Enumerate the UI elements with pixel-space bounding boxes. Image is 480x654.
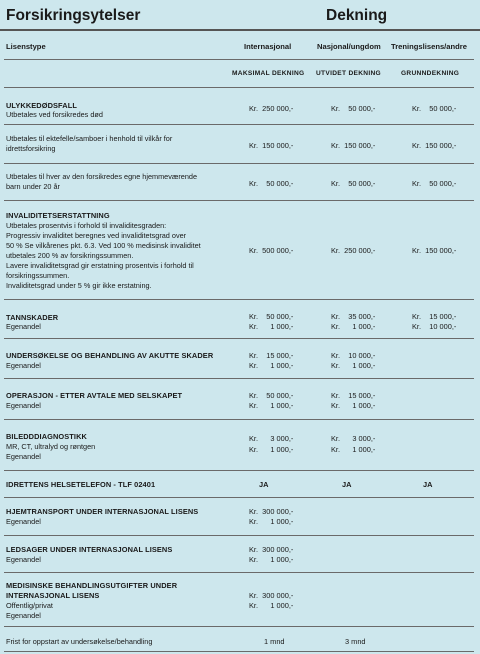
amount: 1 000,- bbox=[270, 445, 294, 454]
divider bbox=[4, 470, 474, 471]
deductible-international bbox=[249, 555, 293, 564]
deductible-international bbox=[249, 601, 293, 610]
currency-label: Kr. bbox=[249, 351, 259, 360]
amount: 15 000,- bbox=[266, 351, 294, 360]
currency-label: Kr. bbox=[249, 517, 259, 526]
currency-label: Kr. bbox=[249, 312, 259, 321]
row-text: Lavere invaliditetsgrad gir erstatning prosentvis i forhold til bbox=[6, 261, 194, 270]
header-divider bbox=[0, 29, 480, 31]
amount: 1 000,- bbox=[270, 517, 294, 526]
row-title-imaging: BILEDDDIAGNOSTIKK bbox=[6, 432, 87, 441]
page-title: Forsikringsytelser bbox=[6, 7, 141, 24]
row-text-deadline: Frist for oppstart av undersøkelse/behandling bbox=[6, 637, 153, 646]
value-national bbox=[331, 141, 375, 150]
amount: 1 000,- bbox=[352, 445, 376, 454]
value-international bbox=[249, 351, 293, 360]
currency-label: Kr. bbox=[249, 555, 259, 564]
amount: 50 000,- bbox=[266, 312, 294, 321]
value-training bbox=[412, 141, 456, 150]
amount: 300 000,- bbox=[262, 545, 294, 554]
value-national bbox=[331, 246, 375, 255]
row-text: idrettsforsikring bbox=[6, 144, 56, 153]
currency-label: Kr. bbox=[331, 104, 341, 113]
subheader-extended-coverage: UTVIDET DEKNING bbox=[316, 70, 381, 77]
amount: 150 000,- bbox=[344, 141, 376, 150]
row-text: Egenandel bbox=[6, 452, 41, 461]
column-header-training: Treningslisens/andre bbox=[391, 42, 467, 51]
row-text: Utbetales ved forsikredes død bbox=[6, 110, 103, 119]
value-international: 1 mnd bbox=[264, 637, 285, 646]
row-title-home-transport: HJEMTRANSPORT UNDER INTERNASJONAL LISENS bbox=[6, 507, 199, 516]
divider bbox=[4, 87, 474, 88]
row-title-medical-expenses: MEDISINSKE BEHANDLINGSUTGIFTER UNDER bbox=[6, 581, 178, 590]
row-title-medical-expenses-cont: INTERNASJONAL LISENS bbox=[6, 591, 100, 600]
amount: 3 000,- bbox=[270, 434, 294, 443]
amount: 1 000,- bbox=[270, 401, 294, 410]
value-national bbox=[331, 434, 375, 443]
value-international bbox=[249, 434, 293, 443]
value-international bbox=[249, 545, 293, 554]
currency-label: Kr. bbox=[331, 391, 341, 400]
amount: 50 000,- bbox=[348, 179, 376, 188]
row-text: Invaliditetsgrad under 5 % gir ikke erstatning. bbox=[6, 281, 152, 290]
row-text: Utbetales til ektefelle/samboer i henhold til vilkår for bbox=[6, 134, 173, 143]
amount: 300 000,- bbox=[262, 507, 294, 516]
row-title-dental: TANNSKADER bbox=[6, 313, 59, 322]
value-training bbox=[412, 104, 456, 113]
currency-label: Kr. bbox=[331, 434, 341, 443]
divider bbox=[4, 299, 474, 300]
value-international bbox=[249, 141, 293, 150]
row-text: Progressiv invaliditet beregnes ved invaliditetsgrad over bbox=[6, 231, 187, 240]
currency-label: Kr. bbox=[249, 445, 259, 454]
divider bbox=[4, 626, 474, 627]
amount: 250 000,- bbox=[262, 104, 294, 113]
currency-label: Kr. bbox=[331, 179, 341, 188]
value-international bbox=[249, 312, 293, 321]
row-text: barn under 20 år bbox=[6, 182, 60, 191]
row-text: Egenandel bbox=[6, 555, 41, 564]
currency-label: Kr. bbox=[249, 391, 259, 400]
amount: 1 000,- bbox=[352, 401, 376, 410]
currency-label: Kr. bbox=[331, 361, 341, 370]
row-title-escort: LEDSAGER UNDER INTERNASJONAL LISENS bbox=[6, 545, 173, 554]
row-text: Utbetales prosentvis i forhold til invaliditesgraden: bbox=[6, 221, 167, 230]
value-international bbox=[249, 507, 293, 516]
row-text: MR, CT, ultralyd og røntgen bbox=[6, 442, 96, 451]
currency-label: Kr. bbox=[331, 445, 341, 454]
row-title-accidental-death: ULYKKEDØDSFALL bbox=[6, 101, 77, 110]
amount: 150 000,- bbox=[262, 141, 294, 150]
currency-label: Kr. bbox=[412, 312, 422, 321]
row-text: Egenandel bbox=[6, 322, 41, 331]
currency-label: Kr. bbox=[331, 351, 341, 360]
amount: 50 000,- bbox=[266, 179, 294, 188]
value-international bbox=[249, 391, 293, 400]
amount: 500 000,- bbox=[262, 246, 294, 255]
row-text: Egenandel bbox=[6, 611, 41, 620]
value-national: 3 mnd bbox=[345, 637, 366, 646]
amount: 1 000,- bbox=[270, 322, 294, 331]
divider bbox=[4, 419, 474, 420]
amount: 50 000,- bbox=[348, 104, 376, 113]
currency-label: Kr. bbox=[412, 246, 422, 255]
deductible-international bbox=[249, 401, 293, 410]
value-international bbox=[249, 246, 293, 255]
currency-label: Kr. bbox=[249, 361, 259, 370]
deductible-national bbox=[331, 322, 375, 331]
deductible-national bbox=[331, 361, 375, 370]
value-training bbox=[412, 312, 456, 321]
currency-label: Kr. bbox=[249, 401, 259, 410]
row-text: Egenandel bbox=[6, 401, 41, 410]
divider bbox=[4, 163, 474, 164]
currency-label: Kr. bbox=[249, 322, 259, 331]
amount: 1 000,- bbox=[270, 555, 294, 564]
currency-label: Kr. bbox=[412, 179, 422, 188]
amount: 50 000,- bbox=[429, 104, 457, 113]
column-header-national: Nasjonal/ungdom bbox=[317, 42, 381, 51]
deductible-national bbox=[331, 445, 375, 454]
currency-label: Kr. bbox=[249, 434, 259, 443]
divider bbox=[4, 59, 474, 60]
amount: 50 000,- bbox=[429, 179, 457, 188]
divider bbox=[4, 572, 474, 573]
page-header bbox=[0, 0, 480, 30]
row-text: Egenandel bbox=[6, 361, 41, 370]
amount: 300 000,- bbox=[262, 591, 294, 600]
row-text: Egenandel bbox=[6, 517, 41, 526]
coverage-title: Dekning bbox=[326, 7, 388, 24]
deductible-international bbox=[249, 322, 293, 331]
value-national bbox=[331, 312, 375, 321]
row-title-acute-injuries: UNDERSØKELSE OG BEHANDLING AV AKUTTE SKADER bbox=[6, 351, 214, 360]
deductible-international bbox=[249, 445, 293, 454]
deductible-training bbox=[412, 322, 456, 331]
subheader-max-coverage: MAKSIMAL DEKNING bbox=[232, 70, 305, 77]
amount: 1 000,- bbox=[352, 322, 376, 331]
row-text: Offentlig/privat bbox=[6, 601, 53, 610]
row-title-health-phone: IDRETTENS HELSETELEFON - TLF 02401 bbox=[6, 480, 156, 489]
value-international bbox=[249, 591, 293, 600]
row-text: forsikringssummen. bbox=[6, 271, 70, 280]
currency-label: Kr. bbox=[249, 507, 259, 516]
currency-label: Kr. bbox=[331, 322, 341, 331]
currency-label: Kr. bbox=[412, 104, 422, 113]
divider bbox=[4, 124, 474, 125]
amount: 250 000,- bbox=[344, 246, 376, 255]
value-national: JA bbox=[342, 480, 352, 489]
currency-label: Kr. bbox=[249, 246, 259, 255]
currency-label: Kr. bbox=[249, 545, 259, 554]
value-national bbox=[331, 351, 375, 360]
currency-label: Kr. bbox=[249, 179, 259, 188]
currency-label: Kr. bbox=[412, 322, 422, 331]
value-international bbox=[249, 104, 293, 113]
currency-label: Kr. bbox=[249, 591, 259, 600]
amount: 1 000,- bbox=[270, 361, 294, 370]
amount: 10 000,- bbox=[429, 322, 457, 331]
currency-label: Kr. bbox=[331, 246, 341, 255]
value-national bbox=[331, 391, 375, 400]
divider bbox=[4, 651, 474, 652]
amount: 3 000,- bbox=[352, 434, 376, 443]
divider bbox=[4, 535, 474, 536]
currency-label: Kr. bbox=[412, 141, 422, 150]
deductible-international bbox=[249, 361, 293, 370]
amount: 15 000,- bbox=[348, 391, 376, 400]
amount: 150 000,- bbox=[425, 141, 457, 150]
column-header-license-type: Lisenstype bbox=[6, 42, 46, 51]
amount: 35 000,- bbox=[348, 312, 376, 321]
row-title-surgery: OPERASJON - ETTER AVTALE MED SELSKAPET bbox=[6, 391, 183, 400]
value-national bbox=[331, 179, 375, 188]
divider bbox=[4, 378, 474, 379]
amount: 1 000,- bbox=[270, 601, 294, 610]
divider bbox=[4, 497, 474, 498]
currency-label: Kr. bbox=[331, 141, 341, 150]
amount: 1 000,- bbox=[352, 361, 376, 370]
value-training bbox=[412, 246, 456, 255]
value-training: JA bbox=[423, 480, 433, 489]
row-text: utbetales 200 % av forsikringssummen. bbox=[6, 251, 134, 260]
amount: 150 000,- bbox=[425, 246, 457, 255]
currency-label: Kr. bbox=[331, 312, 341, 321]
currency-label: Kr. bbox=[249, 601, 259, 610]
deductible-international bbox=[249, 517, 293, 526]
divider bbox=[4, 338, 474, 339]
value-national bbox=[331, 104, 375, 113]
currency-label: Kr. bbox=[249, 141, 259, 150]
amount: 50 000,- bbox=[266, 391, 294, 400]
row-text: 50 % Se vilkårenes pkt. 6.3. Ved 100 % medisinsk invaliditet bbox=[6, 241, 201, 250]
column-header-international: Internasjonal bbox=[244, 42, 292, 51]
value-international bbox=[249, 179, 293, 188]
value-international: JA bbox=[259, 480, 269, 489]
row-title-disability: INVALIDITETSERSTATTNING bbox=[6, 211, 110, 220]
divider bbox=[4, 200, 474, 201]
value-training bbox=[412, 179, 456, 188]
currency-label: Kr. bbox=[249, 104, 259, 113]
currency-label: Kr. bbox=[331, 401, 341, 410]
deductible-national bbox=[331, 401, 375, 410]
row-text: Utbetales til hver av den forsikredes egne hjemmeværende bbox=[6, 172, 198, 181]
subheader-basic-coverage: GRUNNDEKNING bbox=[401, 70, 460, 77]
amount: 15 000,- bbox=[429, 312, 457, 321]
amount: 10 000,- bbox=[348, 351, 376, 360]
